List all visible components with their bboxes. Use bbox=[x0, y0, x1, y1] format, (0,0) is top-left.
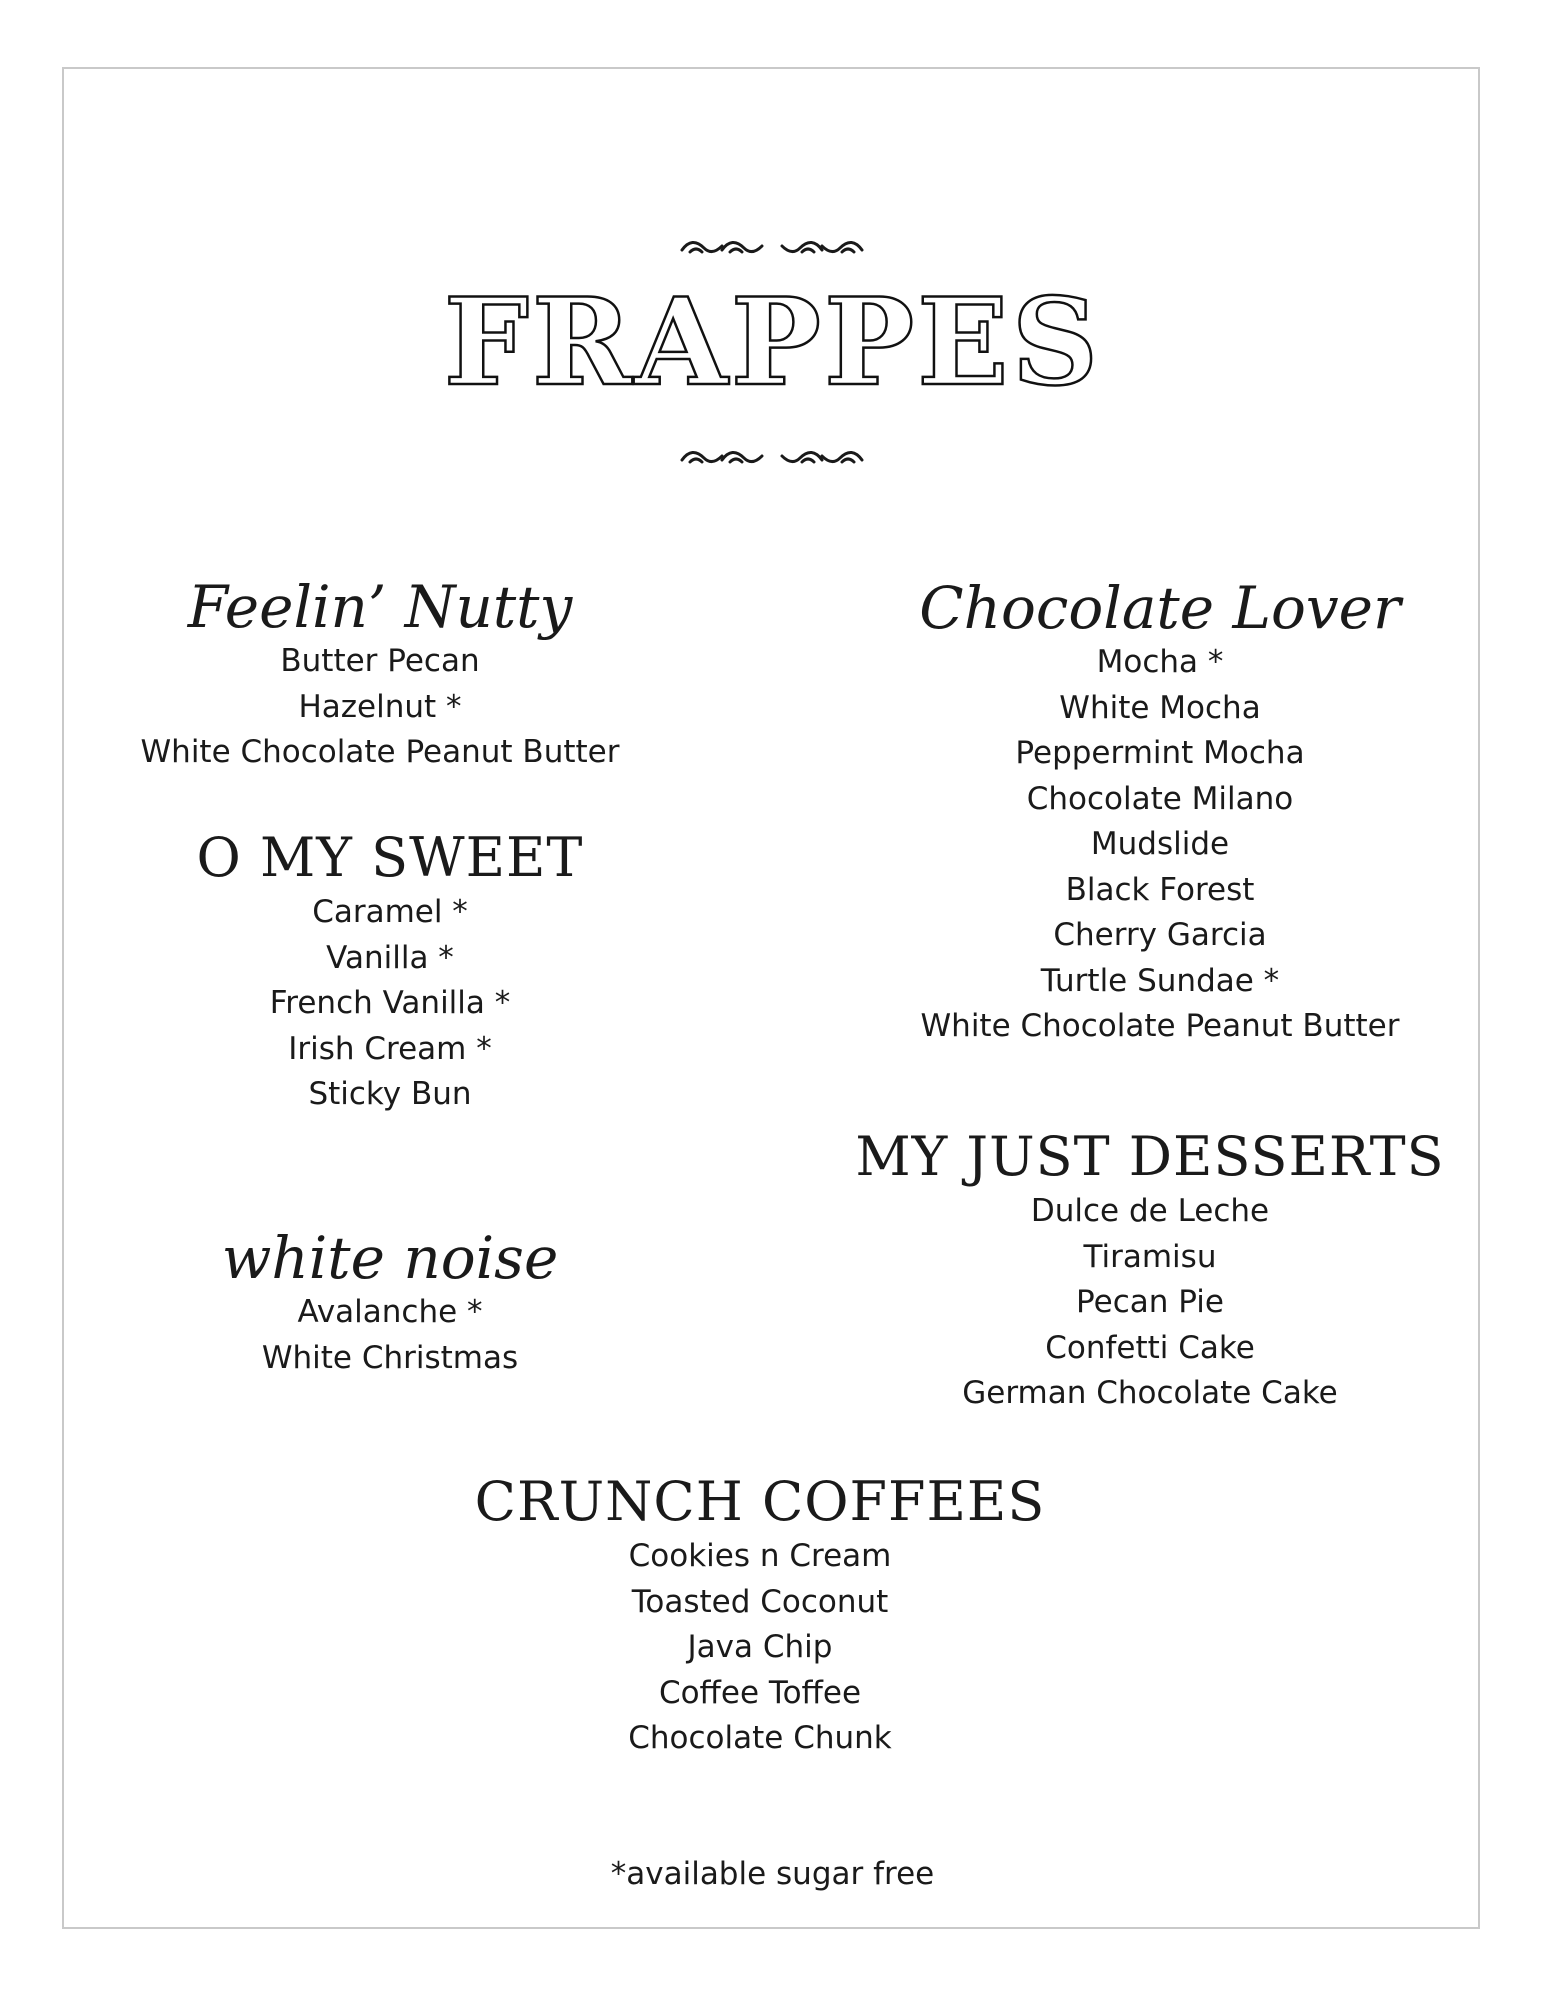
menu-item: Cherry Garcia bbox=[1053, 917, 1267, 953]
section-heading: white noise bbox=[221, 1224, 559, 1292]
section-chocolate-lover bbox=[880, 576, 1440, 1050]
section-feelin-nutty bbox=[110, 575, 650, 776]
menu-item: Irish Cream * bbox=[288, 1030, 492, 1067]
menu-item: Sticky Bun bbox=[308, 1076, 472, 1112]
item-list bbox=[110, 1290, 670, 1381]
flourish-ornament-bottom bbox=[0, 442, 1545, 472]
menu-item: White Chocolate Peanut Butter bbox=[140, 734, 620, 770]
section-white-noise bbox=[110, 1226, 670, 1381]
menu-item: Chocolate Milano bbox=[1026, 780, 1294, 817]
item-list bbox=[880, 640, 1440, 1050]
menu-item: White Mocha bbox=[1059, 689, 1261, 726]
menu-item: Confetti Cake bbox=[1045, 1329, 1255, 1366]
page-title: FRAPPES bbox=[443, 272, 1102, 413]
menu-item: German Chocolate Cake bbox=[962, 1375, 1338, 1411]
item-list bbox=[460, 1534, 1060, 1762]
menu-item: Avalanche * bbox=[297, 1294, 483, 1330]
menu-item: Toasted Coconut bbox=[631, 1583, 889, 1620]
menu-item: Coffee Toffee bbox=[658, 1674, 862, 1711]
menu-item: Caramel * bbox=[312, 894, 468, 930]
menu-item: Vanilla * bbox=[326, 939, 454, 976]
menu-item: Black Forest bbox=[1065, 871, 1255, 908]
menu-item: Cookies n Cream bbox=[628, 1538, 892, 1574]
section-my-just-desserts bbox=[850, 1125, 1450, 1417]
section-crunch-coffees bbox=[460, 1470, 1060, 1762]
menu-item: Java Chip bbox=[687, 1629, 833, 1665]
menu-item: White Christmas bbox=[261, 1339, 519, 1376]
menu-item: Turtle Sundae * bbox=[1040, 962, 1280, 999]
sugar-free-footnote: *available sugar free bbox=[610, 1856, 935, 1892]
menu-item: White Chocolate Peanut Butter bbox=[920, 1008, 1400, 1044]
menu-item: Dulce de Leche bbox=[1030, 1193, 1270, 1229]
menu-item: Butter Pecan bbox=[280, 643, 480, 679]
section-heading: MY JUST DESSERTS bbox=[855, 1125, 1445, 1188]
menu-item: Mudslide bbox=[1090, 826, 1230, 862]
section-heading: Feelin’ Nutty bbox=[187, 573, 573, 641]
item-list bbox=[110, 639, 650, 776]
menu-item: Mocha * bbox=[1096, 644, 1224, 680]
menu-item: Chocolate Chunk bbox=[628, 1720, 892, 1756]
menu-item: Pecan Pie bbox=[1076, 1284, 1224, 1320]
section-heading: Chocolate Lover bbox=[919, 574, 1401, 642]
section-o-my-sweet bbox=[110, 826, 670, 1118]
section-heading: O MY SWEET bbox=[196, 826, 584, 889]
item-list bbox=[850, 1189, 1450, 1417]
menu-item: Peppermint Mocha bbox=[1015, 735, 1305, 771]
section-heading: CRUNCH COFFEES bbox=[474, 1470, 1046, 1533]
menu-item: Tiramisu bbox=[1083, 1238, 1217, 1275]
item-list bbox=[110, 890, 670, 1118]
flourish-ornament-top bbox=[0, 232, 1545, 262]
menu-item: French Vanilla * bbox=[269, 985, 511, 1021]
menu-item: Hazelnut * bbox=[298, 688, 462, 725]
